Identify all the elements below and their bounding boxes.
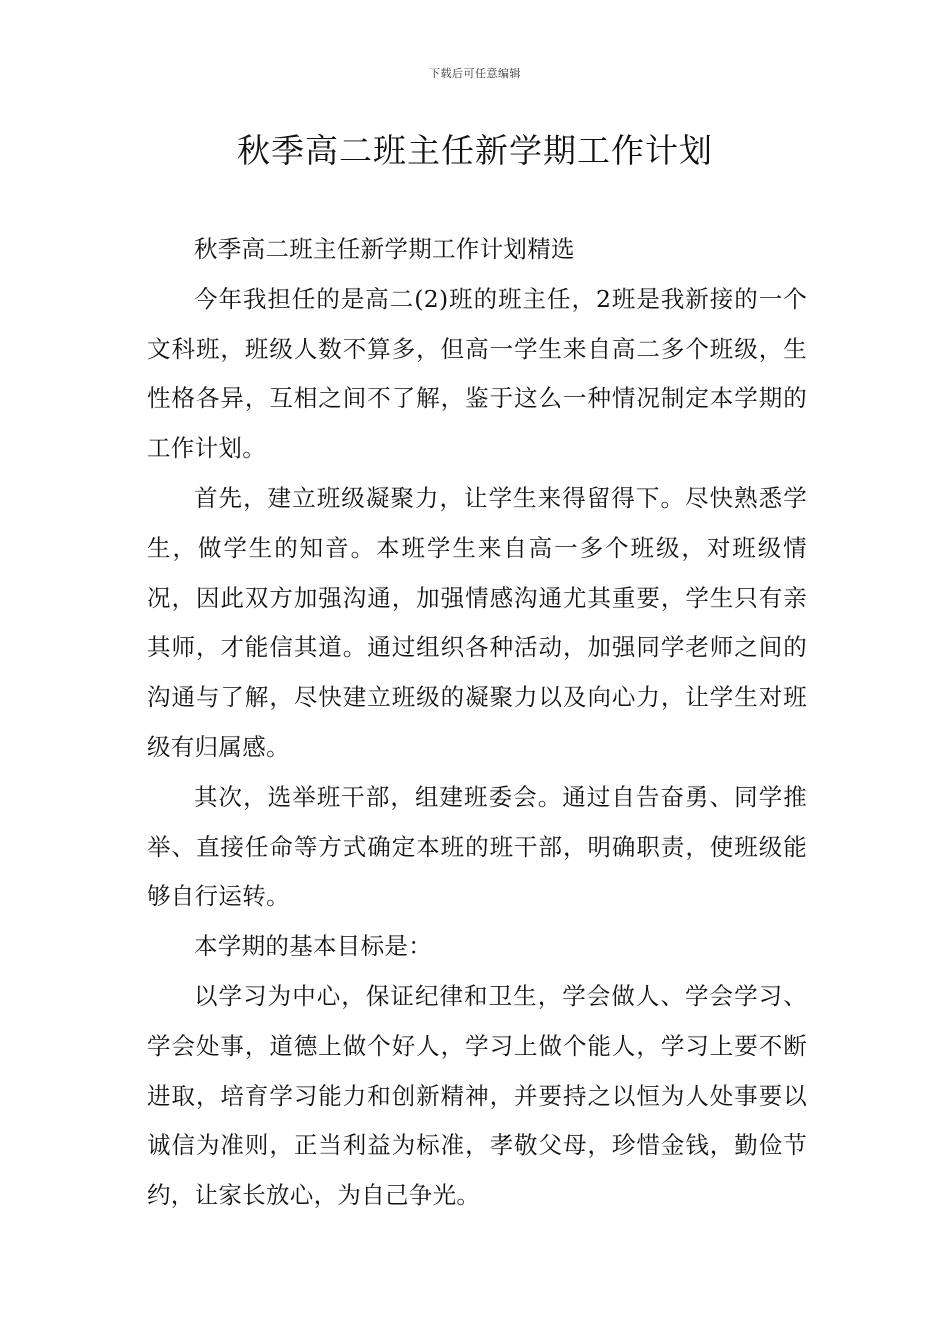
paragraph-subtitle: 秋季高二班主任新学期工作计划精选 [194, 235, 575, 263]
document-body [147, 225, 807, 1221]
header-note: 下载后可任意编辑 [429, 67, 521, 80]
paragraph-cohesion: 首先，建立班级凝聚力，让学生来得留得下。尽快熟悉学生，做学生的知音。本班学生来自高一多个班级，对班级情况，因此双方加强沟通，加强情感沟通尤其重要，学生只有亲其师，才能信其道。通过组织各种活动，加强同学老师之间的沟通与了解，尽快建立班级的凝聚力以及向心力，让学生对班级有归属感。 [147, 483, 807, 761]
paragraph-goals-heading: 本学期的基本目标是： [194, 932, 432, 961]
document-title: 秋季高二班主任新学期工作计划 [237, 131, 713, 170]
paragraph-intro: 今年我担任的是高二(2)班的班主任，2班是我新接的一个文科班，班级人数不算多，但高一学生来自高二多个班级，生性格各异，互相之间不了解，鉴于这么一种情况制定本学期的工作计划。 [147, 284, 807, 463]
paragraph-class-committee: 其次，选举班干部，组建班委会。通过自告奋勇、同学推举、直接任命等方式确定本班的班干部，明确职责，使班级能够自行运转。 [147, 782, 807, 911]
paragraph-goals: 以学习为中心，保证纪律和卫生，学会做人、学会学习、学会处事，道德上做个好人，学习上做个能人，学习上要不断进取，培育学习能力和创新精神，并要持之以恒为人处事要以诚信为准则，正当利益为标准，孝敬父母，珍惜金钱，勤俭节约，让家长放心，为自己争光。 [147, 981, 807, 1210]
